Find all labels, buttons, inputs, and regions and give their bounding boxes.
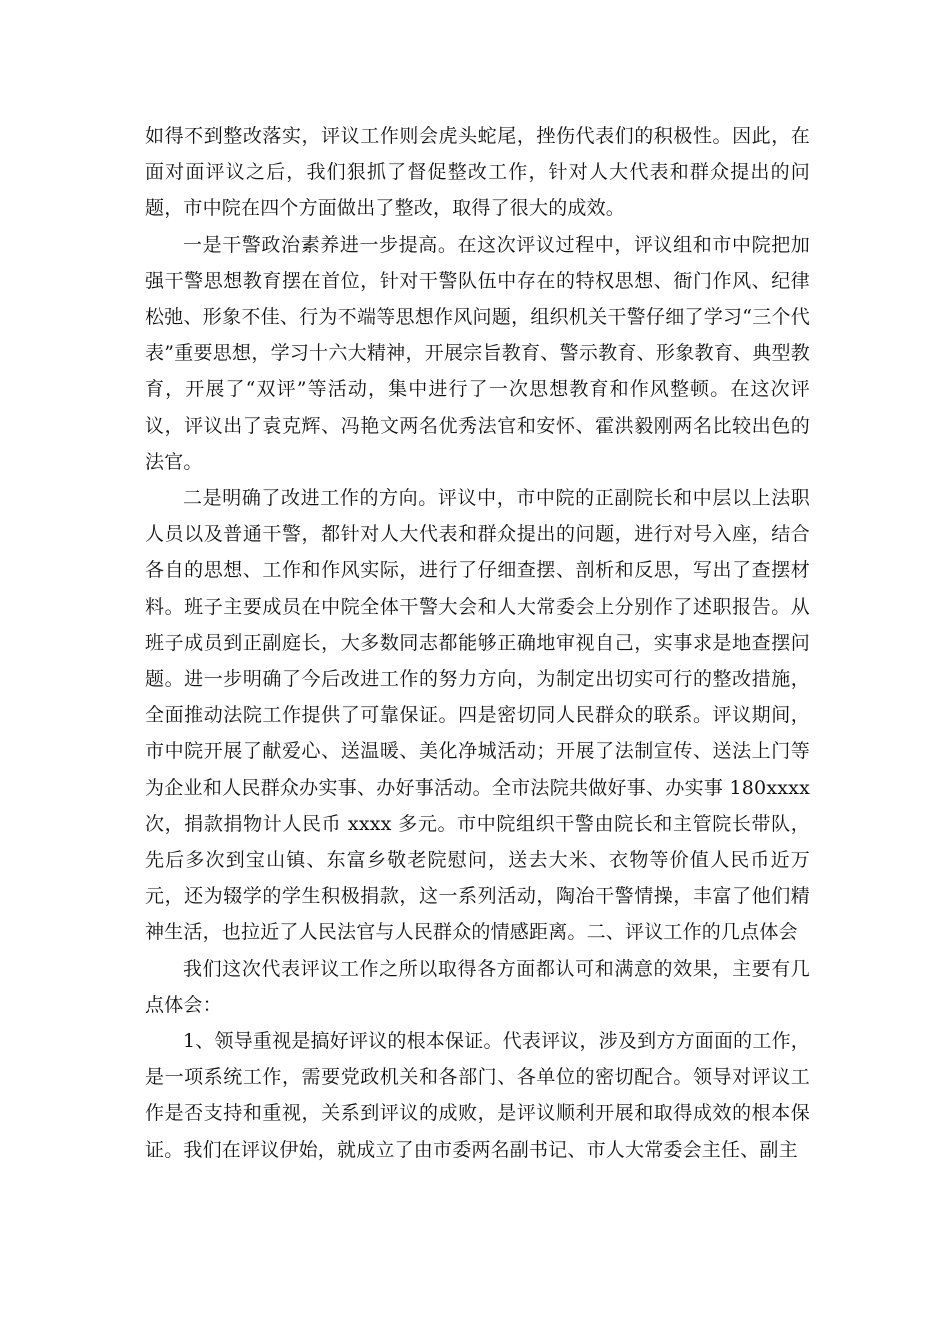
paragraph-1: 如得不到整改落实，评议工作则会虎头蛇尾，挫伤代表们的积极性。因此，在面对面评议之后，我们狠抓了督促整改工作，针对人大代表和群众提出的问题，市中院在四个方面做出了整改，取得了很大的成效。 bbox=[145, 125, 810, 220]
paragraph-3: 二是明确了改进工作的方向。评议中，市中院的正副院长和中层以上法职人员以及普通干警，都针对人大代表和群众提出的问题，进行对号入座，结合各自的思想、工作和作风实际，进行了仔细查摆、剖析和反思，写出了查摆材料。班子主要成员在中院全体干警大会和人大常委会上分别作了述职报告。从班子成员到正副庭长，大多数同志都能够正确地审视自己，实事求是地查摆问题。进一步明确了今后改进工作的努力方向，为制定出切实可行的整改措施，全面推动法院工作提供了可靠保证。四是密切同人民群众的联系。评议期间，市中院开展了献爱心、送温暖、美化净城活动；开展了法制宣传、送法上门等为企业和人民群众办实事、办好事活动。全市法院共做好事、办实事 180xxxx 次，捐款捐物计人民币 xxxx 多元。市中院组织干警由院长和主管院长带队，先后多次到宝山镇、东富乡敬老院慰问，送去大米、衣物等价值人民币近万元，还为辍学的学生积极捐款，这一系列活动，陶冶干警情操，丰富了他们精神生活，也拉近了人民法官与人民群众的情感距离。二、评议工作的几点体会 bbox=[145, 487, 810, 944]
document-body bbox=[145, 118, 810, 1168]
paragraph-2: 一是干警政治素养进一步提高。在这次评议过程中，评议组和市中院把加强干警思想教育摆在首位，针对干警队伍中存在的特权思想、衙门作风、纪律松弛、形象不佳、行为不端等思想作风问题，组织机关干警仔细了学习“三个代表”重要思想，学习十六大精神，开展宗旨教育、警示教育、形象教育、典型教育，开展了“双评”等活动，集中进行了一次思想教育和作风整顿。在这次评议，评议出了袁克辉、冯艳文两名优秀法官和安怀、霍洪毅刚两名比较出色的法官。 bbox=[145, 233, 810, 473]
paragraph-4: 我们这次代表评议工作之所以取得各方面都认可和满意的效果，主要有几点体会： bbox=[145, 957, 810, 1016]
paragraph-5: 1、领导重视是搞好评议的根本保证。代表评议，涉及到方方面面的工作，是一项系统工作，需要党政机关和各部门、各单位的密切配合。领导对评议工作是否支持和重视，关系到评议的成败，是评议顺利开展和取得成效的根本保证。我们在评议伊始，就成立了由市委两名副书记、市人大常委会主任、副主 bbox=[145, 1030, 810, 1161]
